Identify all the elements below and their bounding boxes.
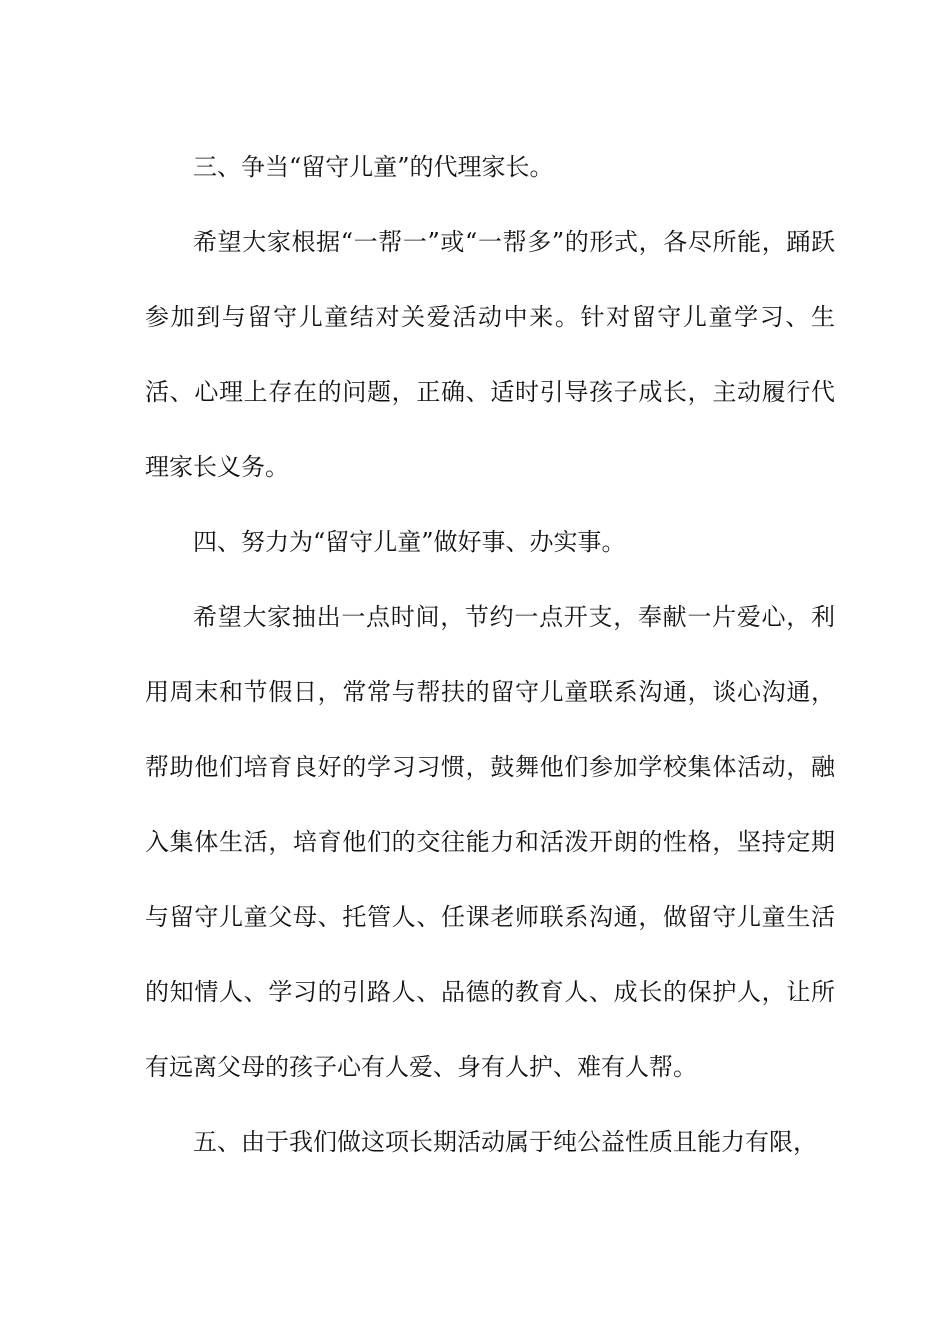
paragraph-surrogate-parent: 希望大家根据“一帮一”或“一帮多”的形式，各尽所能，踊跃参加到与留守儿童结对关爱活动中来。针对留守儿童学习、生活、心理上存在的问题，正确、适时引导孩子成长，主动履行代理家长义务。 <box>145 228 835 481</box>
section-heading-5: 五、由于我们做这项长期活动属于纯公益性质且能力有限， <box>193 1128 817 1156</box>
section-heading-4: 四、努力为“留守儿童”做好事、办实事。 <box>193 528 626 556</box>
paragraph-good-deeds: 希望大家抽出一点时间，节约一点开支，奉献一片爱心，利用周末和节假日，常常与帮扶的留守儿童联系沟通，谈心沟通，帮助他们培育良好的学习习惯，鼓舞他们参加学校集体活动，融入集体生活，培育他们的交往能力和活泼开朗的性格，坚持定期与留守儿童父母、托管人、任课老师联系沟通，做留守儿童生活的知情人、学习的引路人、品德的教育人、成长的保护人，让所有远离父母的孩子心有人爱、身有人护、难有人帮。 <box>145 603 835 1081</box>
section-heading-3: 三、争当“留守儿童”的代理家长。 <box>193 153 554 181</box>
document-body <box>145 130 835 1180</box>
